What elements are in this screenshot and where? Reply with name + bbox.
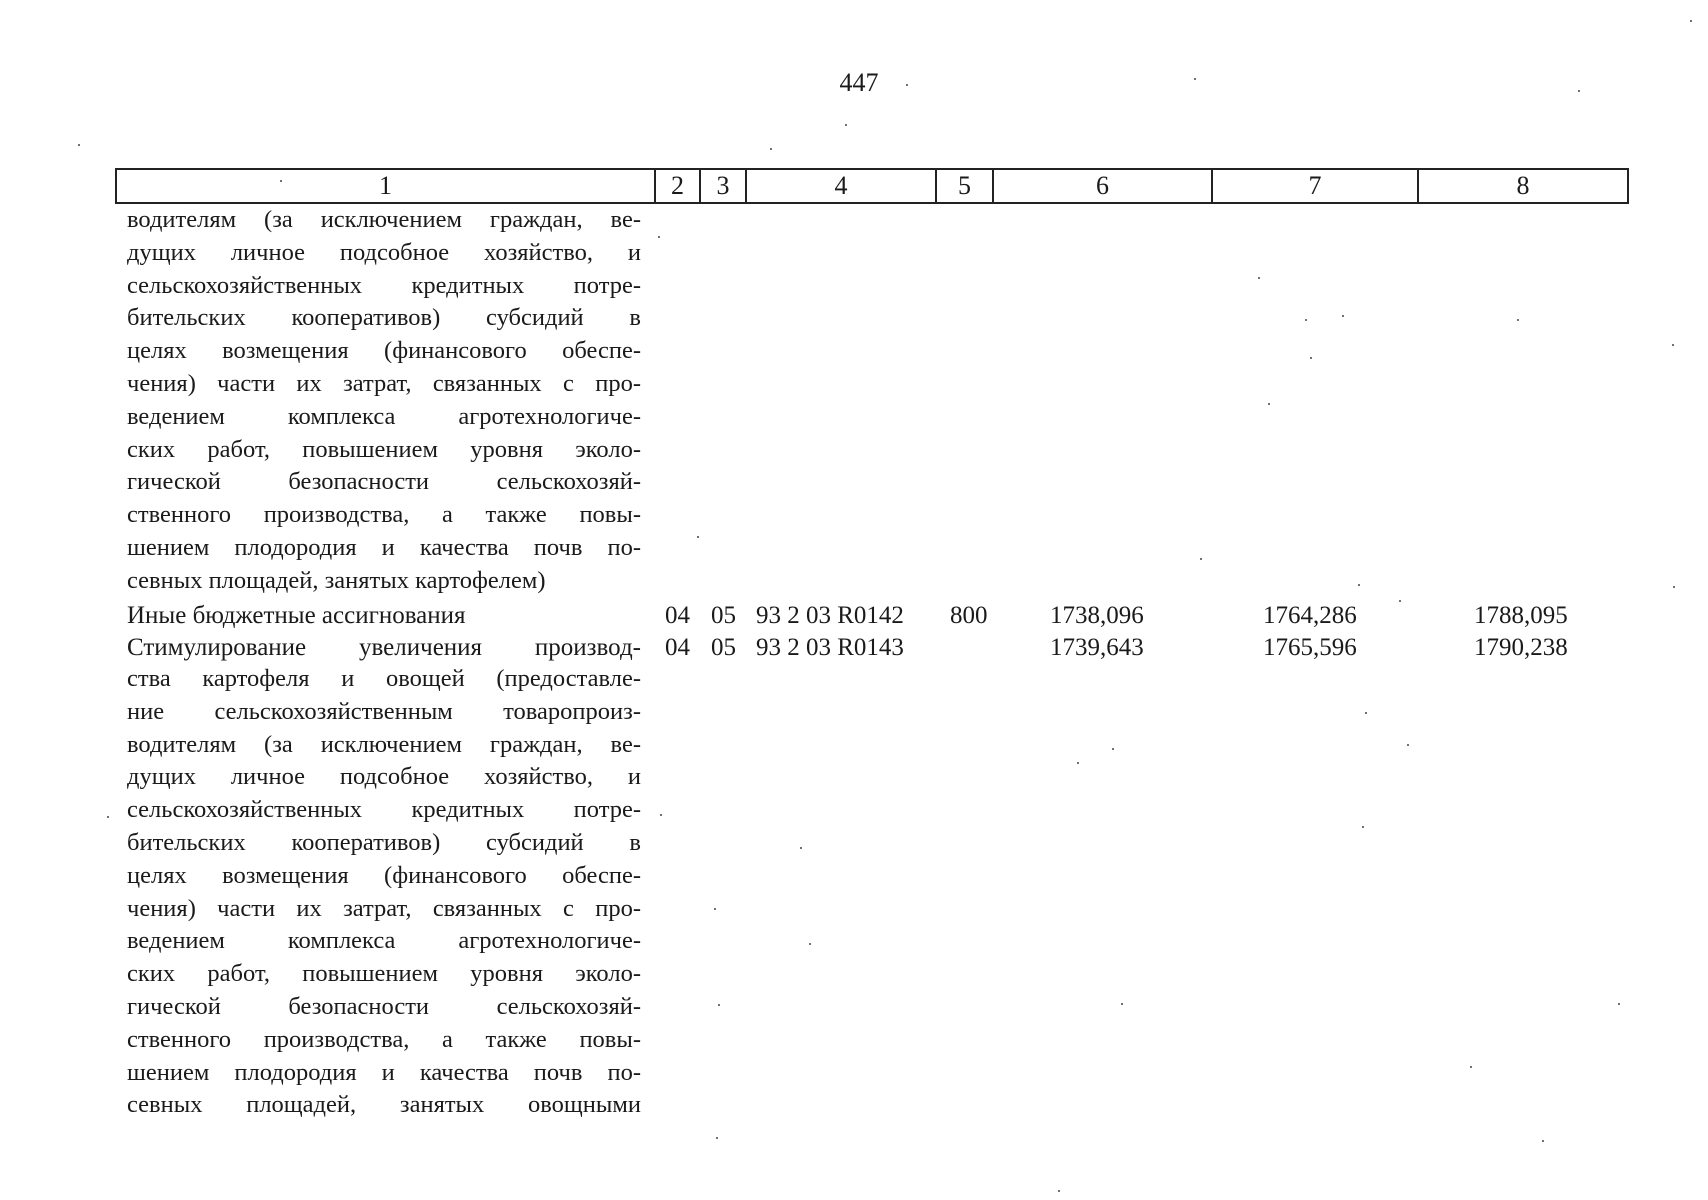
- column-header-5: 5: [937, 170, 994, 202]
- scan-speck: [280, 180, 282, 182]
- scan-speck: [800, 847, 802, 849]
- cell-expense-type: 800: [950, 602, 988, 629]
- cell-amount-year-1: 1738,096: [1050, 602, 1144, 629]
- text-line: гической безопасности сельскохозяй-: [127, 992, 641, 1020]
- cell-amount-year-2: 1765,596: [1263, 634, 1357, 661]
- text-line: ства картофеля и овощей (предоставле-: [127, 665, 641, 692]
- text-line: ских работ, повышением уровня эколо-: [127, 960, 641, 988]
- scan-speck: [1258, 277, 1260, 279]
- text-line: шением плодородия и качества почв по-: [127, 533, 641, 561]
- text-line: ние сельскохозяйственным товаропроиз-: [127, 697, 641, 725]
- cell-amount-year-2: 1764,286: [1263, 602, 1357, 629]
- column-header-6: 6: [994, 170, 1213, 202]
- column-header-2: 2: [656, 170, 701, 202]
- scan-speck: [770, 148, 772, 150]
- text-line: целях возмещения (финансового обеспе-: [127, 337, 641, 365]
- scan-speck: [1578, 90, 1580, 92]
- scan-speck: [1342, 315, 1344, 317]
- scan-speck: [1358, 584, 1360, 586]
- text-line: ственного производства, а также повы-: [127, 501, 641, 529]
- column-header-7: 7: [1213, 170, 1419, 202]
- table-header: [115, 168, 1629, 204]
- text-line: водителям (за исключением граждан, ве-: [127, 730, 641, 758]
- text-line: бительских кооперативов) субсидий в: [127, 828, 641, 856]
- scan-speck: [1305, 319, 1307, 321]
- cell-amount-year-1: 1739,643: [1050, 634, 1144, 661]
- cell-target-code: 93 2 03 R0143: [756, 634, 904, 661]
- scan-speck: [697, 536, 699, 538]
- page-number: 447: [839, 68, 879, 97]
- scan-speck: [1058, 1190, 1060, 1192]
- scan-speck: [1407, 744, 1409, 746]
- scan-speck: [1365, 712, 1367, 714]
- row-label: Иные бюджетные ассигнования: [127, 602, 466, 629]
- text-line: ведением комплекса агротехнологиче-: [127, 927, 641, 955]
- scan-speck: [1673, 586, 1675, 588]
- cell-target-code: 93 2 03 R0142: [756, 602, 904, 629]
- table-row: [0, 599, 1708, 632]
- text-line: целях возмещения (финансового обеспе-: [127, 861, 641, 889]
- cell-subsection: 05: [711, 634, 736, 661]
- scan-speck: [1194, 78, 1196, 80]
- scan-speck: [658, 236, 660, 238]
- scan-speck: [714, 908, 716, 910]
- cell-amount-year-3: 1788,095: [1474, 602, 1568, 629]
- scan-speck: [1121, 1003, 1123, 1005]
- scan-speck: [1399, 600, 1401, 602]
- column-header-1: 1: [117, 170, 656, 202]
- text-line: сельскохозяйственных кредитных потре-: [127, 796, 641, 824]
- scan-speck: [1690, 20, 1692, 22]
- text-line: гической безопасности сельскохозяй-: [127, 468, 641, 496]
- scan-speck: [1200, 558, 1202, 560]
- text-line: чения) части их затрат, связанных с про-: [127, 369, 641, 397]
- scan-speck: [1470, 1066, 1472, 1068]
- scan-speck: [660, 814, 662, 816]
- cell-section: 04: [665, 634, 690, 661]
- scan-speck: [1310, 357, 1312, 359]
- text-line: чения) части их затрат, связанных с про-: [127, 894, 641, 922]
- scan-speck: [1618, 1003, 1620, 1005]
- text-line: ведением комплекса агротехнологиче-: [127, 402, 641, 430]
- row-description-continued: [127, 204, 641, 598]
- table-row: [0, 631, 1708, 664]
- scan-speck: [906, 84, 908, 86]
- scan-speck: [1112, 748, 1114, 750]
- cell-section: 04: [665, 602, 690, 629]
- text-line: дущих личное подсобное хозяйство, и: [127, 238, 641, 266]
- cell-amount-year-3: 1790,238: [1474, 634, 1568, 661]
- cell-subsection: 05: [711, 602, 736, 629]
- text-line: сельскохозяйственных кредитных потре-: [127, 271, 641, 299]
- scan-speck: [1542, 1140, 1544, 1142]
- text-line: ских работ, повышением уровня эколо-: [127, 435, 641, 463]
- scan-speck: [1077, 762, 1079, 764]
- scan-speck: [1672, 344, 1674, 346]
- scan-speck: [1517, 319, 1519, 321]
- scan-speck: [845, 124, 847, 126]
- text-line: ственного производства, а также повы-: [127, 1025, 641, 1053]
- scan-speck: [107, 816, 109, 818]
- column-header-3: 3: [701, 170, 747, 202]
- scan-speck: [1268, 403, 1270, 405]
- text-line: севных площадей, занятых овощными: [127, 1091, 641, 1119]
- scan-speck: [78, 144, 80, 146]
- row-label: Стимулирование увеличения производ-: [127, 634, 641, 661]
- scan-speck: [1362, 826, 1364, 828]
- text-line: севных площадей, занятых картофелем): [127, 566, 546, 594]
- row-description: [127, 663, 641, 1122]
- text-line: шением плодородия и качества почв по-: [127, 1058, 641, 1086]
- scan-speck: [716, 1137, 718, 1139]
- text-line: водителям (за исключением граждан, ве-: [127, 206, 641, 233]
- column-header-4: 4: [747, 170, 937, 202]
- scan-speck: [718, 1004, 720, 1006]
- column-header-8: 8: [1516, 171, 1530, 200]
- text-line: дущих личное подсобное хозяйство, и: [127, 763, 641, 791]
- scan-speck: [809, 943, 811, 945]
- text-line: бительских кооперативов) субсидий в: [127, 304, 641, 332]
